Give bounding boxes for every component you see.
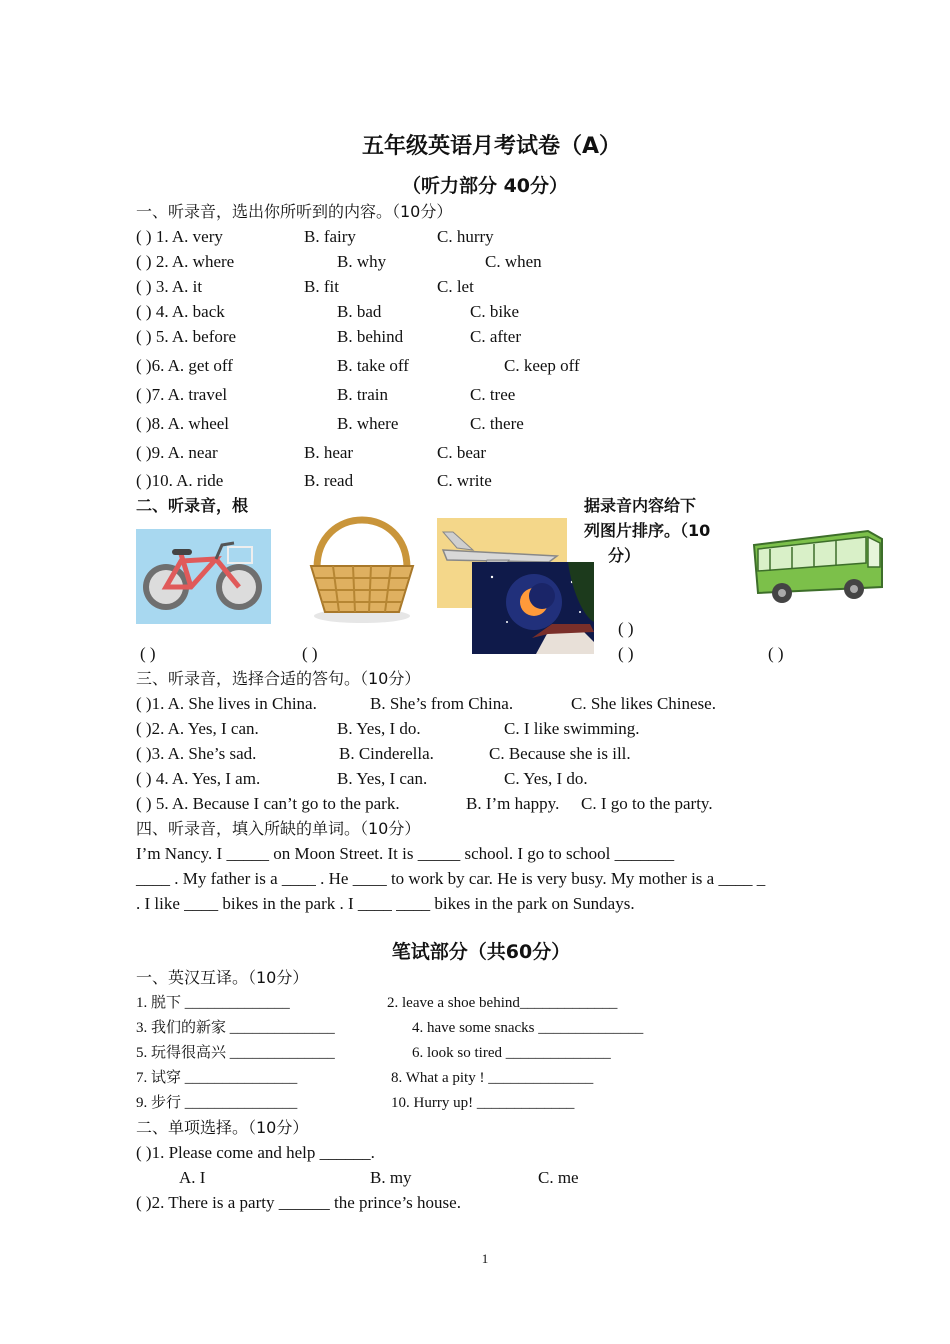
section2-heading-right-2: 列图片排序。（10 [584, 521, 711, 540]
section1-heading: 一、听录音，选出你所听到的内容。（10分） [136, 202, 453, 221]
s1-q7-prompt: ( )7. A. travel [136, 385, 228, 404]
moon-night-icon [472, 562, 594, 654]
bus-icon [750, 527, 885, 607]
listening-part-header: （听力部分 40分） [401, 175, 569, 197]
bicycle-icon [136, 529, 271, 624]
section2-heading-left: 二、听录音，根 [136, 496, 249, 515]
w1-item-2: 2. leave a shoe behind_____________ [387, 995, 618, 1011]
section2-heading-right-1: 据录音内容给下 [584, 496, 697, 515]
s1-q2-option-b: B. why [337, 252, 387, 271]
s1-q3-prompt: ( ) 3. A. it [136, 277, 203, 296]
s1-q4-option-b: B. bad [337, 302, 382, 321]
s1-q1-option-c: C. hurry [437, 227, 494, 246]
w2-heading: 二、单项选择。（10分） [136, 1118, 309, 1137]
s1-q1-option-b: B. fairy [304, 227, 356, 246]
s3-q2-option-c: C. I like swimming. [504, 719, 640, 738]
s1-q10-prompt: ( )10. A. ride [136, 471, 224, 490]
airplane-blank: ( ) [618, 619, 634, 638]
s1-q1-prompt: ( ) 1. A. very [136, 227, 223, 246]
w1-heading: 一、英汉互译。（10分） [136, 968, 309, 987]
s3-q2-option-b: B. Yes, I do. [337, 719, 421, 738]
s1-q7-option-b: B. train [337, 385, 388, 404]
w2-q2: ( )2. There is a party ______ the prince’s house. [136, 1193, 461, 1212]
moon-night-blank: ( ) [618, 644, 634, 663]
cloze-line-1: I’m Nancy. I _____ on Moon Street. It is _____ school. I go to school _______ [136, 844, 675, 863]
s1-q4-option-c: C. bike [470, 302, 520, 321]
s3-q2-prompt: ( )2. A. Yes, I can. [136, 719, 259, 738]
s3-q3-prompt: ( )3. A. She’s sad. [136, 744, 257, 763]
s1-q5-option-c: C. after [470, 327, 521, 346]
s1-q9-prompt: ( )9. A. near [136, 443, 218, 462]
section3-heading: 三、听录音，选择合适的答句。（10分） [136, 669, 421, 688]
w1-item-1: 1. 脱下 ______________ [136, 995, 290, 1011]
written-part-header: 笔试部分（共60分） [391, 941, 571, 963]
s1-q10-option-c: C. write [437, 471, 492, 490]
cloze-line-2: ____ . My father is a ____ . He ____ to work by car. He is very busy. My mother is a ____ _ [136, 869, 766, 888]
s1-q9-option-b: B. hear [304, 443, 354, 462]
w1-item-10: 10. Hurry up! _____________ [391, 1095, 575, 1111]
s1-q8-option-b: B. where [337, 414, 399, 433]
s3-q5-prompt: ( ) 5. A. Because I can’t go to the park. [136, 794, 400, 813]
s1-q3-option-c: C. let [437, 277, 474, 296]
basket-icon [303, 512, 421, 624]
w1-item-5: 5. 玩得很高兴 ______________ [136, 1045, 335, 1061]
s1-q4-prompt: ( ) 4. A. back [136, 302, 225, 321]
s3-q1-prompt: ( )1. A. She lives in China. [136, 694, 317, 713]
bicycle-blank: ( ) [140, 644, 156, 663]
basket-blank: ( ) [302, 644, 318, 663]
w1-item-9: 9. 步行 _______________ [136, 1095, 298, 1111]
s1-q7-option-c: C. tree [470, 385, 516, 404]
section2-heading-right-3: 分） [608, 546, 641, 565]
section4-heading: 四、听录音，填入所缺的单词。（10分） [136, 819, 421, 838]
w2-q1-option-b: B. my [370, 1168, 412, 1187]
s3-q1-option-b: B. She’s from China. [370, 694, 514, 713]
w1-item-7: 7. 试穿 _______________ [136, 1070, 298, 1086]
w1-item-4: 4. have some snacks ______________ [412, 1020, 644, 1036]
s1-q3-option-b: B. fit [304, 277, 339, 296]
s3-q4-option-b: B. Yes, I can. [337, 769, 428, 788]
s3-q1-option-c: C. She likes Chinese. [571, 694, 716, 713]
s1-q6-option-c: C. keep off [504, 356, 580, 375]
s1-q5-prompt: ( ) 5. A. before [136, 327, 237, 346]
s1-q2-prompt: ( ) 2. A. where [136, 252, 235, 271]
s1-q5-option-b: B. behind [337, 327, 404, 346]
s1-q8-prompt: ( )8. A. wheel [136, 414, 230, 433]
s1-q2-option-c: C. when [485, 252, 542, 271]
page-number: 1 [481, 1251, 489, 1266]
s1-q8-option-c: C. there [470, 414, 524, 433]
w1-item-3: 3. 我们的新家 ______________ [136, 1020, 335, 1036]
s1-q9-option-c: C. bear [437, 443, 487, 462]
s3-q3-option-b: B. Cinderella. [339, 744, 434, 763]
bus-blank: ( ) [768, 644, 784, 663]
w1-item-6: 6. look so tired ______________ [412, 1045, 611, 1061]
s3-q5-option-b: B. I’m happy. [466, 794, 560, 813]
s1-q6-prompt: ( )6. A. get off [136, 356, 233, 375]
w2-q1: ( )1. Please come and help ______. [136, 1143, 375, 1162]
s3-q4-prompt: ( ) 4. A. Yes, I am. [136, 769, 261, 788]
cloze-line-3: . I like ____ bikes in the park . I ____ ____ bikes in the park on Sundays. [136, 894, 635, 913]
w2-q1-option-c: C. me [538, 1168, 579, 1187]
s1-q6-option-b: B. take off [337, 356, 409, 375]
w2-q1-option-a: A. I [179, 1168, 206, 1187]
exam-title: 五年级英语月考试卷（A） [361, 134, 622, 159]
s1-q10-option-b: B. read [304, 471, 354, 490]
s3-q3-option-c: C. Because she is ill. [489, 744, 631, 763]
w1-item-8: 8. What a pity ! ______________ [391, 1070, 594, 1086]
s3-q5-option-c: C. I go to the party. [581, 794, 713, 813]
s3-q4-option-c: C. Yes, I do. [504, 769, 588, 788]
